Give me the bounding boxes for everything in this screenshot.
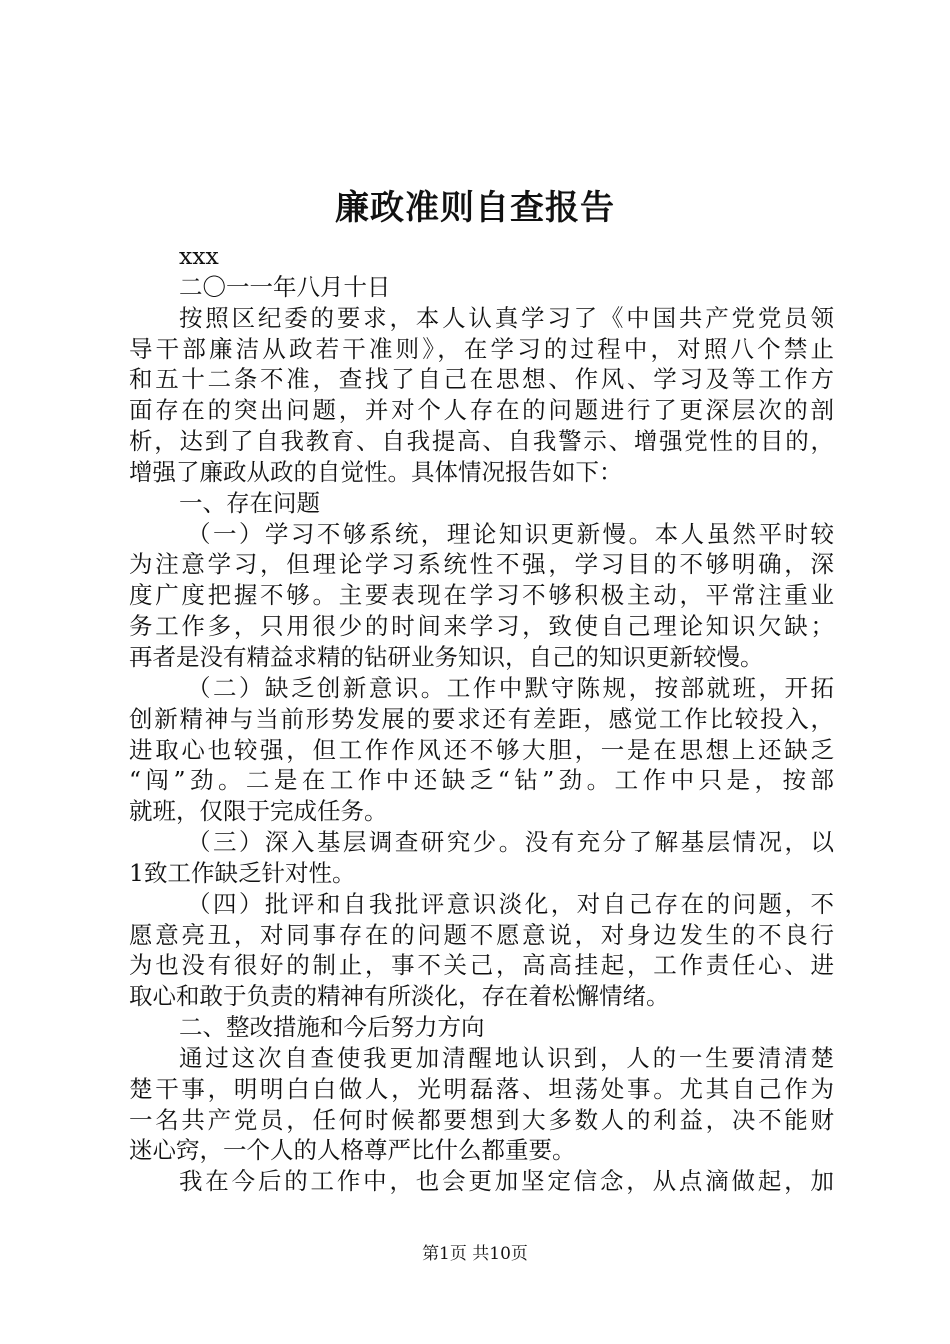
body-line: 导干部廉洁从政若干准则》，在学习的过程中，对照八个禁止	[129, 334, 834, 363]
body-line: （一）学习不够系统，理论知识更新慢。本人虽然平时较	[187, 519, 834, 548]
body-line: （四）批评和自我批评意识淡化，对自己存在的问题，不	[187, 889, 834, 918]
body-line: 增强了廉政从政的自觉性。具体情况报告如下：	[129, 457, 623, 486]
body-line: （二）缺乏创新意识。工作中默守陈规，按部就班，开拓	[187, 673, 834, 702]
body-line: xxx	[179, 242, 219, 270]
body-line: 一名共产党员，任何时候都要想到大多数人的利益，决不能财	[129, 1105, 834, 1134]
body-line: 为也没有很好的制止，事不关己，高高挂起，工作责任心、进	[129, 951, 834, 980]
body-line: 二、整改措施和今后努力方向	[179, 1013, 485, 1042]
body-line: 面存在的突出问题，并对个人存在的问题进行了更深层次的剖	[129, 396, 834, 425]
document-body	[129, 241, 834, 1197]
body-line: 1致工作缺乏针对性。	[129, 858, 356, 887]
body-line: 创新精神与当前形势发展的要求还有差距，感觉工作比较投入，	[129, 704, 834, 733]
body-line: 楚干事，明明白白做人，光明磊落、坦荡处事。尤其自己作为	[129, 1074, 834, 1103]
body-line: 一、存在问题	[179, 488, 320, 517]
page-footer: 第1页 共10页	[422, 1244, 528, 1264]
document-title: 廉政准则自查报告	[335, 188, 615, 228]
body-line: 按照区纪委的要求，本人认真学习了《中国共产党党员领	[179, 303, 834, 332]
body-line: 我在今后的工作中，也会更加坚定信念，从点滴做起，加	[179, 1167, 834, 1196]
body-line: 务工作多，只用很少的时间来学习，致使自己理论知识欠缺；	[129, 612, 834, 641]
body-line: 再者是没有精益求精的钻研业务知识，自己的知识更新较慢。	[129, 642, 764, 671]
body-line: 和五十二条不准，查找了自己在思想、作风、学习及等工作方	[129, 365, 834, 394]
body-line: 通过这次自查使我更加清醒地认识到，人的一生要清清楚	[179, 1043, 834, 1072]
body-line: （三）深入基层调查研究少。没有充分了解基层情况，以	[187, 828, 834, 857]
body-line: 愿意亮丑，对同事存在的问题不愿意说，对身边发生的不良行	[129, 920, 834, 949]
body-line: “闯”劲。二是在工作中还缺乏“钻”劲。工作中只是，按部	[129, 766, 834, 795]
body-line: 迷心窍，一个人的人格尊严比什么都重要。	[129, 1136, 576, 1165]
body-line: 析，达到了自我教育、自我提高、自我警示、增强党性的目的，	[129, 427, 834, 456]
body-line: 就班，仅限于完成任务。	[129, 797, 388, 826]
body-line: 为注意学习，但理论学习系统性不强，学习目的不够明确，深	[129, 550, 834, 579]
body-line: 二〇一一年八月十日	[179, 272, 391, 301]
body-line: 进取心也较强，但工作作风还不够大胆，一是在思想上还缺乏	[129, 735, 834, 764]
body-line: 取心和敢于负责的精神有所淡化，存在着松懈情绪。	[129, 982, 670, 1011]
body-line: 度广度把握不够。主要表现在学习不够积极主动，平常注重业	[129, 581, 834, 610]
